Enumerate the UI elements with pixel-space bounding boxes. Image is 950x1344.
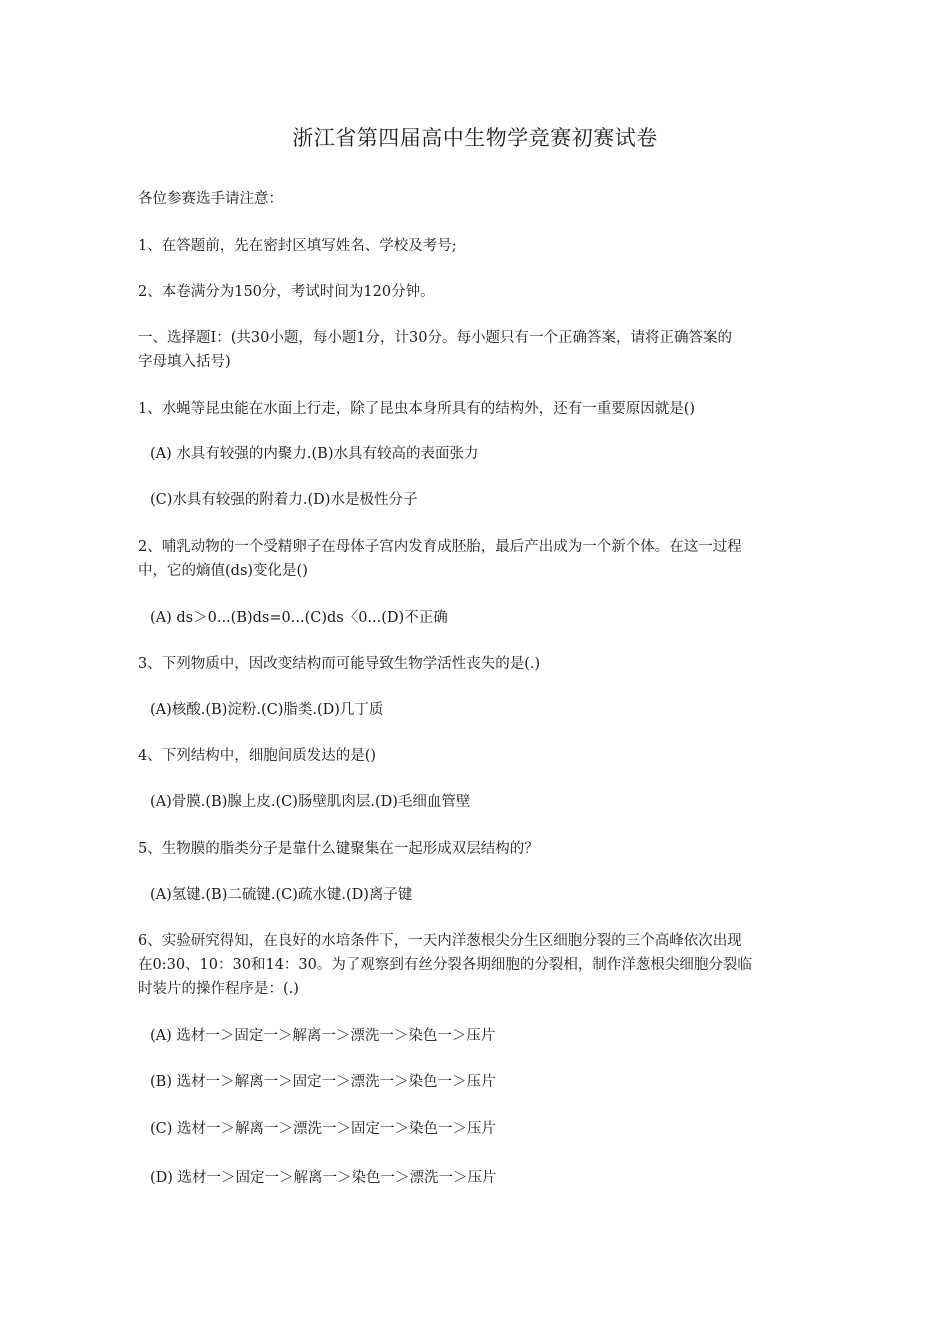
question-option: (C) 选材一＞解离一＞漂洗一＞固定一＞染色一＞压片: [150, 1121, 497, 1137]
question-option: (A)核酸.(B)淀粉.(C)脂类.(D)几丁质: [150, 702, 384, 718]
question-stem: 3、下列物质中，因改变结构而可能导致生物学活性丧失的是(.): [138, 656, 541, 672]
question-stem: 2、哺乳动物的一个受精卵子在母体子宫内发育成胚胎，最后产出成为一个新个体。在这一过程: [138, 539, 742, 555]
notice-item: 2、本卷满分为150分，考试时间为120分钟。: [138, 284, 435, 300]
question-stem: 6、实验研究得知，在良好的水培条件下，一天内洋葱根尖分生区细胞分裂的三个高峰依次出现: [138, 933, 742, 949]
question-stem: 在0:30、10：30和14：30。为了观察到有丝分裂各期细胞的分裂相，制作洋葱根尖细胞分裂临: [138, 957, 752, 973]
question-option: (A) ds＞0...(B)ds=0...(C)ds〈0...(D)不正确: [150, 610, 448, 626]
section-heading-continued: 字母填入括号): [138, 354, 231, 370]
notice-item: 1、在答题前，先在密封区填写姓名、学校及考号;: [138, 238, 457, 254]
page-title: 浙江省第四届高中生物学竞赛初赛试卷: [292, 126, 658, 150]
question-stem: 5、生物膜的脂类分子是靠什么键聚集在一起形成双层结构的？: [138, 841, 539, 857]
question-option: (D) 选材一＞固定一＞解离一＞染色一＞漂洗一＞压片: [150, 1170, 497, 1186]
question-stem: 1、水蝇等昆虫能在水面上行走，除了昆虫本身所具有的结构外，还有一重要原因就是(): [138, 401, 696, 417]
section-heading: 一、选择题I：(共30小题，每小题1分，计30分。每小题只有一个正确答案，请将正确答案的: [138, 330, 733, 346]
question-stem: 中，它的熵值(ds)变化是(): [138, 563, 308, 579]
question-option: (C)水具有较强的附着力.(D)水是极性分子: [150, 492, 418, 508]
question-option: (A)骨膜.(B)腺上皮.(C)肠壁肌肉层.(D)毛细血管壁: [150, 794, 471, 810]
notice-heading: 各位参赛选手请注意：: [138, 191, 283, 207]
question-stem: 时装片的操作程序是：(.): [138, 981, 299, 997]
question-option: (A) 水具有较强的内聚力.(B)水具有较高的表面张力: [150, 446, 479, 462]
question-option: (B) 选材一＞解离一＞固定一＞漂洗一＞染色一＞压片: [150, 1074, 496, 1090]
question-stem: 4、下列结构中，细胞间质发达的是(): [138, 748, 377, 764]
question-option: (A)氢键.(B)二硫键.(C)疏水键.(D)离子键: [150, 887, 413, 903]
question-option: (A) 选材一＞固定一＞解离一＞漂洗一＞染色一＞压片: [150, 1028, 496, 1044]
